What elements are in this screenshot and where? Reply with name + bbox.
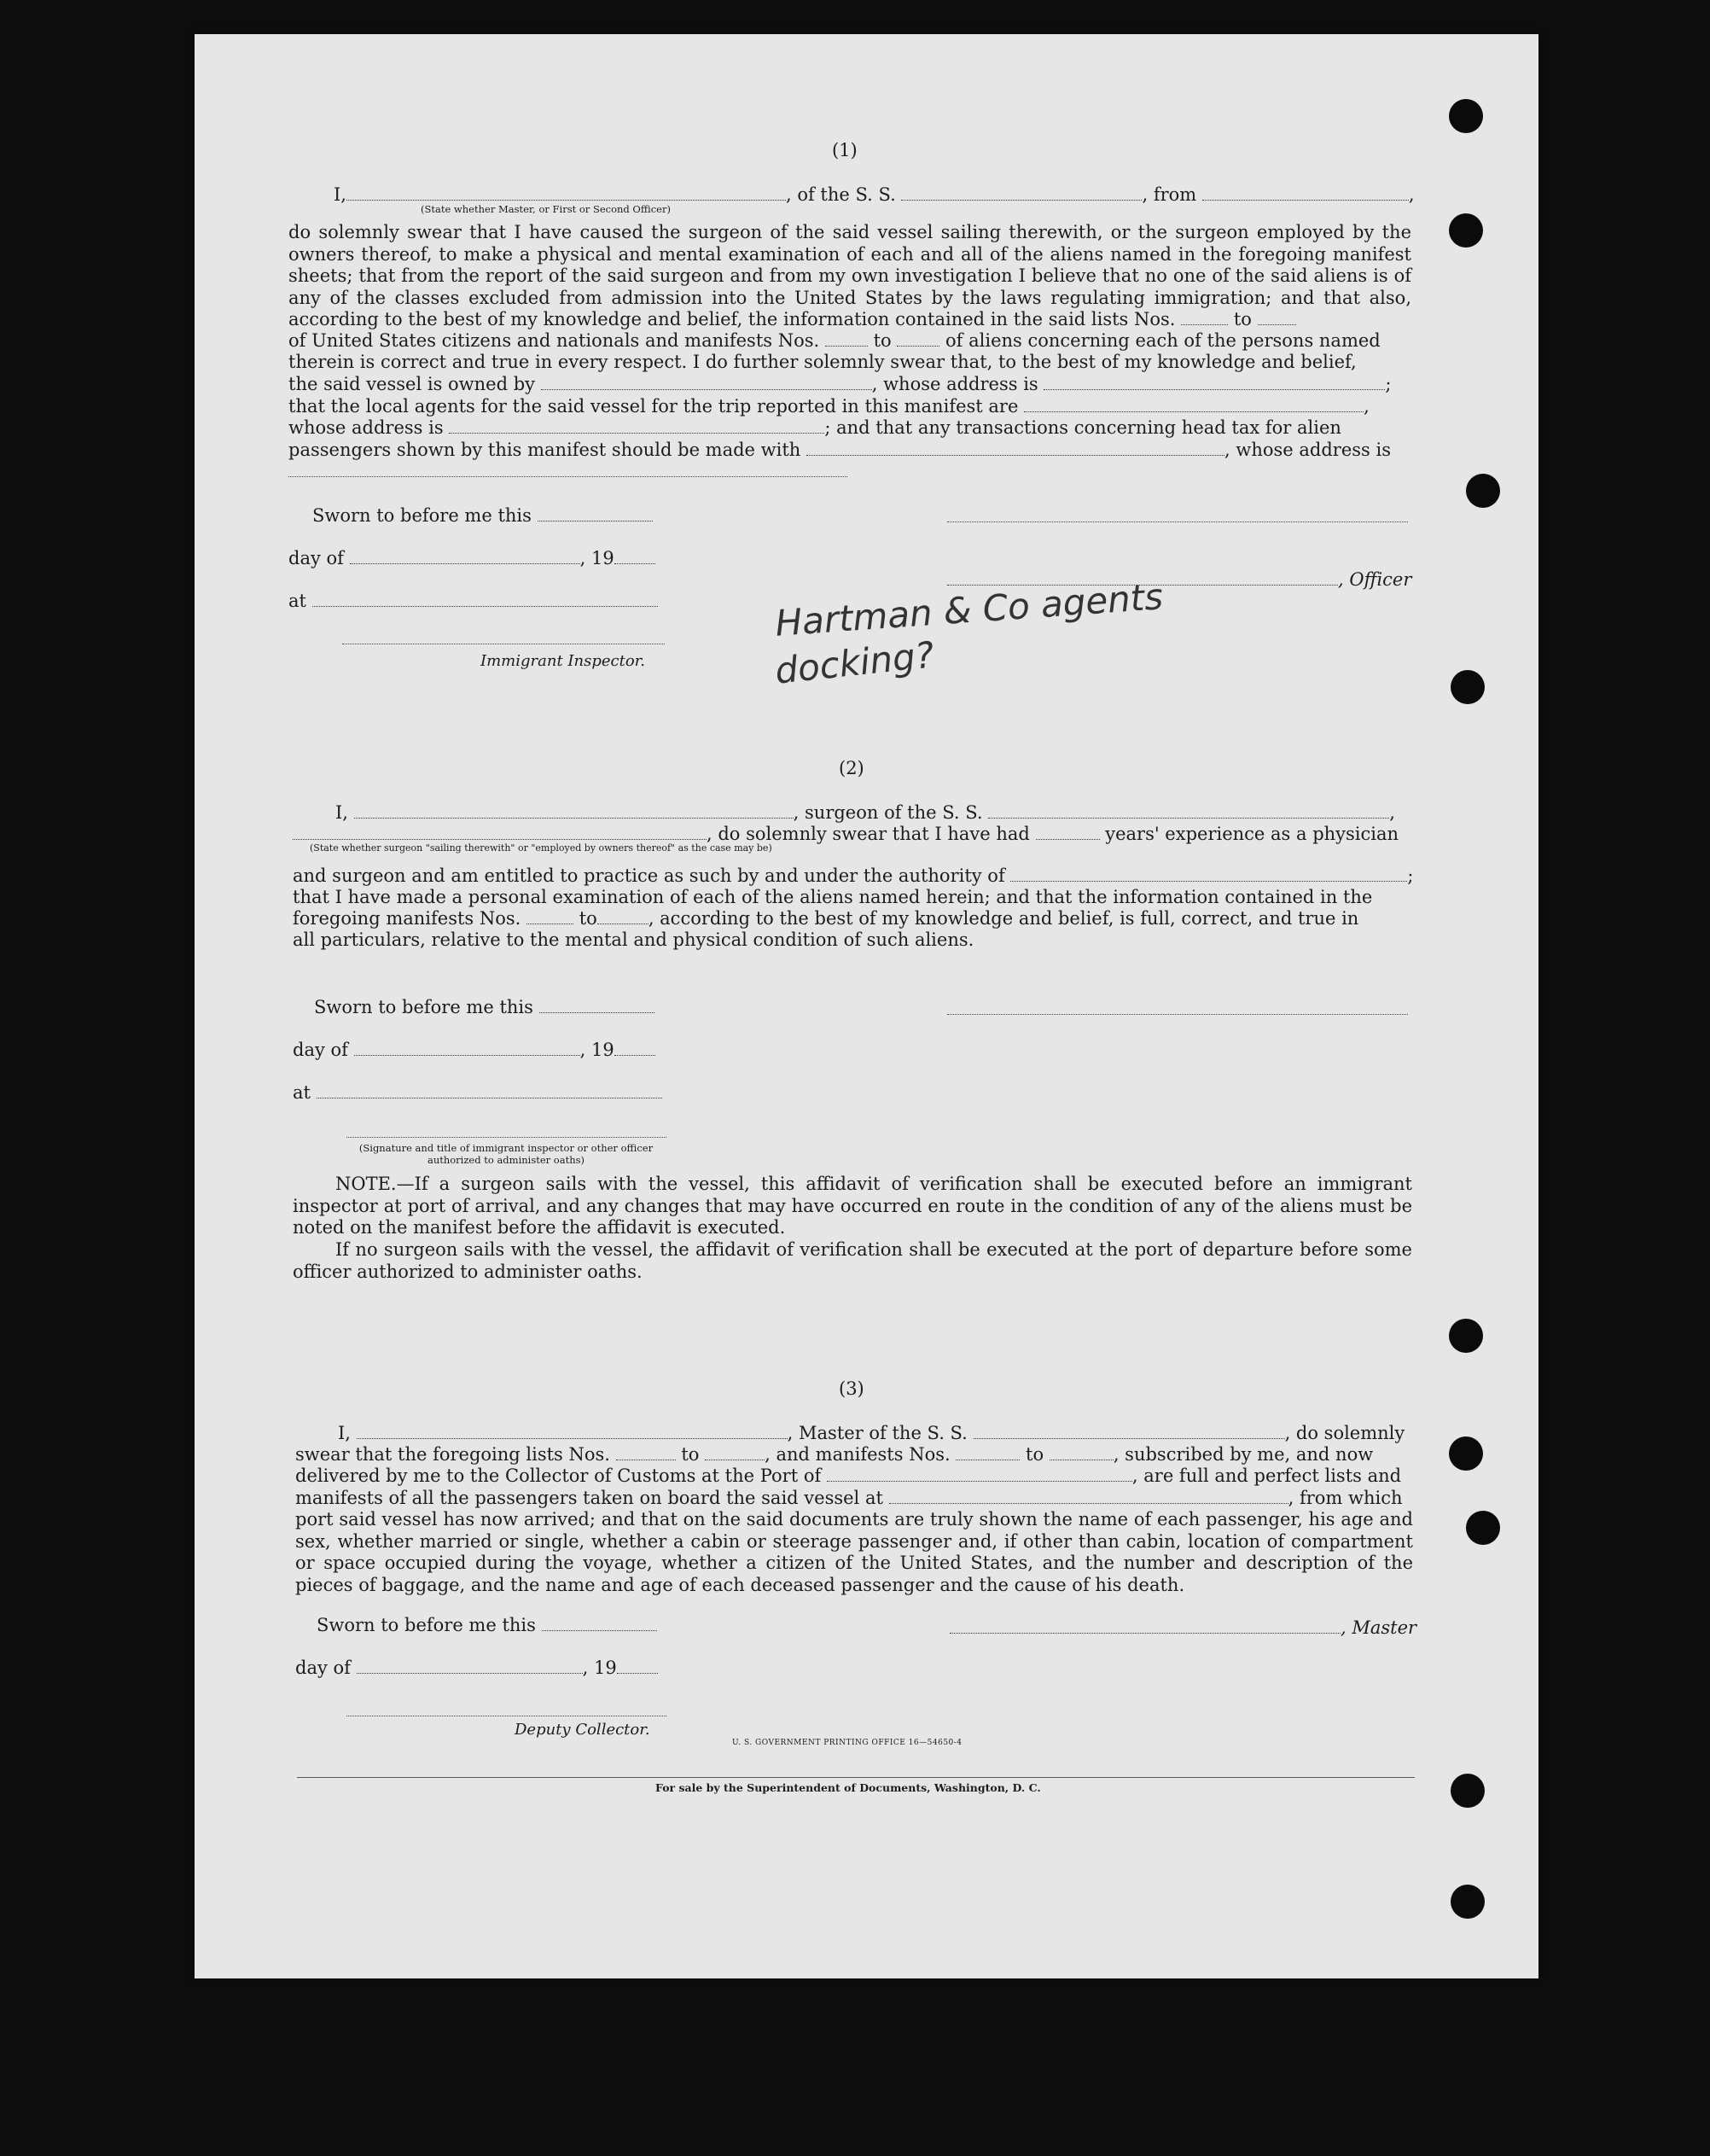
sec2-at: at	[293, 1082, 662, 1104]
footer-rule	[297, 1777, 1415, 1778]
sec2-line2: , do solemnly swear that I have had years' experience as a physician	[293, 824, 1399, 845]
sec1-line-headtax: passengers shown by this manifest should be made with , whose address is	[288, 440, 1391, 460]
section-1-heading: (1)	[832, 140, 858, 160]
punch-hole	[1449, 1436, 1483, 1471]
sec3-sworn: Sworn to before me this	[317, 1615, 657, 1636]
sec2-line4: that I have made a personal examination of each of the aliens named herein; and that the information contained in the	[293, 887, 1373, 907]
sec2-line1: I, , surgeon of the S. S. ,	[335, 802, 1395, 823]
sec2-dayof: day of , 19	[293, 1040, 655, 1061]
sec3-line1: I, , Master of the S. S. , do solemnly	[338, 1423, 1405, 1443]
sec1-officer-note: (State whether Master, or First or Second Officer)	[421, 203, 671, 215]
punch-hole	[1449, 213, 1483, 248]
sec1-officer: , Officer	[947, 569, 1411, 591]
sec1-line1: I, , of the S. S. , from ,	[334, 184, 1415, 205]
punch-hole	[1451, 1774, 1485, 1808]
section-3-heading: (3)	[839, 1378, 864, 1399]
sec1-paragraph: do solemnly swear that I have caused the surgeon of the said vessel sailing therewith, or the surgeon employed by the owners thereof, to make a physical and mental examination of each and all of the aliens named in the foregoing manifest sheets; that from the report of the said surgeon and from my own investigation I believe that no one of the said aliens is of any of the classes excluded from admission into the United States by the laws regulating immigration; and that also, according to the best of my knowledge and belief, the information contained in the said lists Nos. to	[288, 222, 1411, 329]
sec1-line-address: whose address is ; and that any transactions concerning head tax for alien	[288, 417, 1341, 438]
punch-hole	[1449, 99, 1483, 133]
sec2-surgeon-note: (State whether surgeon "sailing therewith" or "employed by owners thereof" as the case may be)	[310, 842, 772, 854]
sec2-line5: foregoing manifests Nos. to , according to the best of my knowledge and belief, is full, correct, and true in	[293, 908, 1359, 929]
sec2-note-b: If no surgeon sails with the vessel, the affidavit of verification shall be executed at the port of departure before some officer authorized to administer oaths.	[293, 1239, 1412, 1282]
sec2-signature-line	[947, 1014, 1408, 1015]
punch-hole	[1451, 670, 1485, 704]
sec2-sworn: Sworn to before me this	[314, 997, 654, 1018]
sec1-inspector: Immigrant Inspector.	[480, 652, 646, 670]
sec1-sworn: Sworn to before me this	[312, 505, 653, 527]
sec1-line-therein: therein is correct and true in every respect. I do further solemnly swear that, to the best of my knowledge and belief,	[288, 352, 1357, 372]
sec3-master: , Master	[950, 1617, 1416, 1639]
sec3-deputy: Deputy Collector.	[515, 1721, 650, 1739]
sale-notice: For sale by the Superintendent of Documents, Washington, D. C.	[655, 1781, 1041, 1794]
sec2-line6: all particulars, relative to the mental and physical condition of such aliens.	[293, 929, 974, 950]
sec2-note-a: NOTE.—If a surgeon sails with the vessel, this affidavit of verification shall be executed before an immigrant inspector at port of arrival, and any changes that may have occurred en route in the condition of any of the aliens must be noted on the manifest before the affidavit is executed.	[293, 1174, 1412, 1238]
sec1-dayof: day of , 19	[288, 548, 655, 569]
sec2-inspector-line	[346, 1137, 666, 1138]
punch-hole	[1451, 1885, 1485, 1919]
form-page	[195, 34, 1538, 1978]
sec1-line-manifests: of United States citizens and nationals and manifests Nos. to of aliens concerning each of the persons named	[288, 330, 1381, 351]
punch-hole	[1466, 474, 1500, 508]
sec1-at: at	[288, 591, 658, 612]
sec3-dayof: day of , 19	[295, 1658, 658, 1679]
sec1-address-line	[288, 476, 847, 477]
sec2-signature-note: (Signature and title of immigrant inspector or other officer authorized to administer oaths)	[358, 1142, 654, 1166]
punch-hole	[1466, 1511, 1500, 1545]
gpo-imprint: U. S. GOVERNMENT PRINTING OFFICE 16—54650-4	[732, 1739, 963, 1747]
sec3-line4: manifests of all the passengers taken on board the said vessel at , from which	[295, 1488, 1403, 1508]
sec1-line-owned: the said vessel is owned by , whose address is ;	[288, 374, 1392, 394]
sec3-paragraph: port said vessel has now arrived; and that on the said documents are truly shown the name of each passenger, his age and sex, whether married or single, whether a cabin or steerage passenger and, if other than cabin, location of compartment or space occupied during the voyage, whether a citizen of the United States, and the number and description of the pieces of baggage, and the name and age of each deceased passenger and the cause of his death.	[295, 1509, 1413, 1595]
punch-hole	[1449, 1319, 1483, 1353]
sec1-line-agents: that the local agents for the said vessel for the trip reported in this manifest are ,	[288, 396, 1370, 417]
sec2-line3: and surgeon and am entitled to practice as such by and under the authority of ;	[293, 865, 1414, 886]
handwritten-note-line2: docking?	[772, 633, 937, 692]
section-2-heading: (2)	[839, 758, 864, 778]
handwritten-note-line1: Hartman & Co agents	[773, 575, 1165, 644]
sec3-line2: swear that the foregoing lists Nos. to , and manifests Nos. to , subscribed by me, and now	[295, 1444, 1374, 1465]
sec3-line3: delivered by me to the Collector of Customs at the Port of , are full and perfect lists and	[295, 1465, 1402, 1486]
